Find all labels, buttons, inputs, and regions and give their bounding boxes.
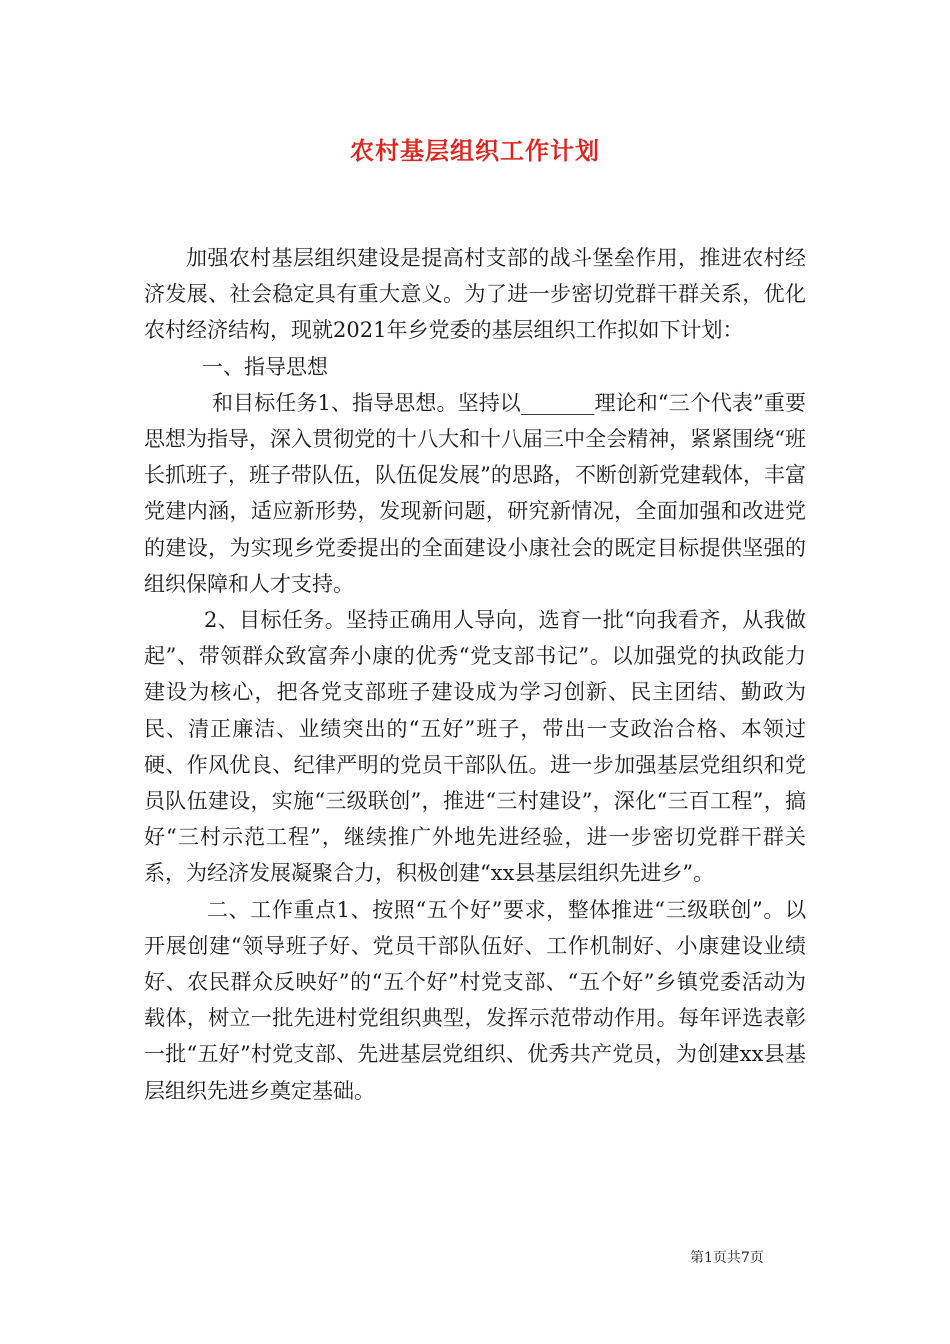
intro-paragraph: 加强农村基层组织建设是提高村支部的战斗堡垒作用，推进农村经济发展、社会稳定具有重大意义。为了进一步密切党群干群关系，优化农村经济结构，现就2021年乡党委的基层组织工作拟如下计划： bbox=[144, 246, 806, 343]
work-focus-paragraph: 二、工作重点1、按照“五个好”要求，整体推进“三级联创”。以开展创建“领导班子好、党员干部队伍好、工作机制好、小康建设业绩好、农民群众反映好”的“五个好”村党支部、“五个好”乡镇党委活动为载体，树立一批先进村党组织典型，发挥示范带动作用。每年评选表彰一批“五好”村党支部、先进基层党组织、优秀共产党员，为创建xx县基层组织先进乡奠定基础。 bbox=[144, 897, 806, 1103]
target-tasks-paragraph: 2、目标任务。坚持正确用人导向，选育一批“向我看齐，从我做起”、带领群众致富奔小康的优秀“党支部书记”。以加强党的执政能力建设为核心，把各党支部班子建设成为学习创新、民主团结、勤政为民、清正廉洁、业绩突出的“五好”班子，带出一支政治合格、本领过硬、作风优良、纪律严明的党员干部队伍。进一步加强基层党组织和党员队伍建设，实施“三级联创”，推进“三村建设”，深化“三百工程”，搞好“三村示范工程”，继续推广外地先进经验，进一步密切党群干群关系，为经济发展凝聚合力，积极创建“xx县基层组织先进乡”。 bbox=[144, 608, 806, 886]
guiding-ideology-paragraph: 和目标任务1、指导思想。坚持以_______理论和“三个代表”重要思想为指导，深入贯彻党的十八大和十八届三中全会精神，紧紧围绕“班长抓班子，班子带队伍，队伍促发展”的思路，不断创新党建载体，丰富党建内涵，适应新形势，发现新问题，研究新情况，全面加强和改进党的建设，为实现乡党委提出的全面建设小康社会的既定目标提供坚强的组织保障和人才支持。 bbox=[144, 390, 806, 596]
page-number: 第1页共7页 bbox=[690, 1250, 764, 1266]
document-title: 农村基层组织工作计划 bbox=[350, 136, 600, 165]
document-body bbox=[144, 240, 806, 1109]
section-heading-guiding-ideology: 一、指导思想 bbox=[202, 354, 328, 379]
